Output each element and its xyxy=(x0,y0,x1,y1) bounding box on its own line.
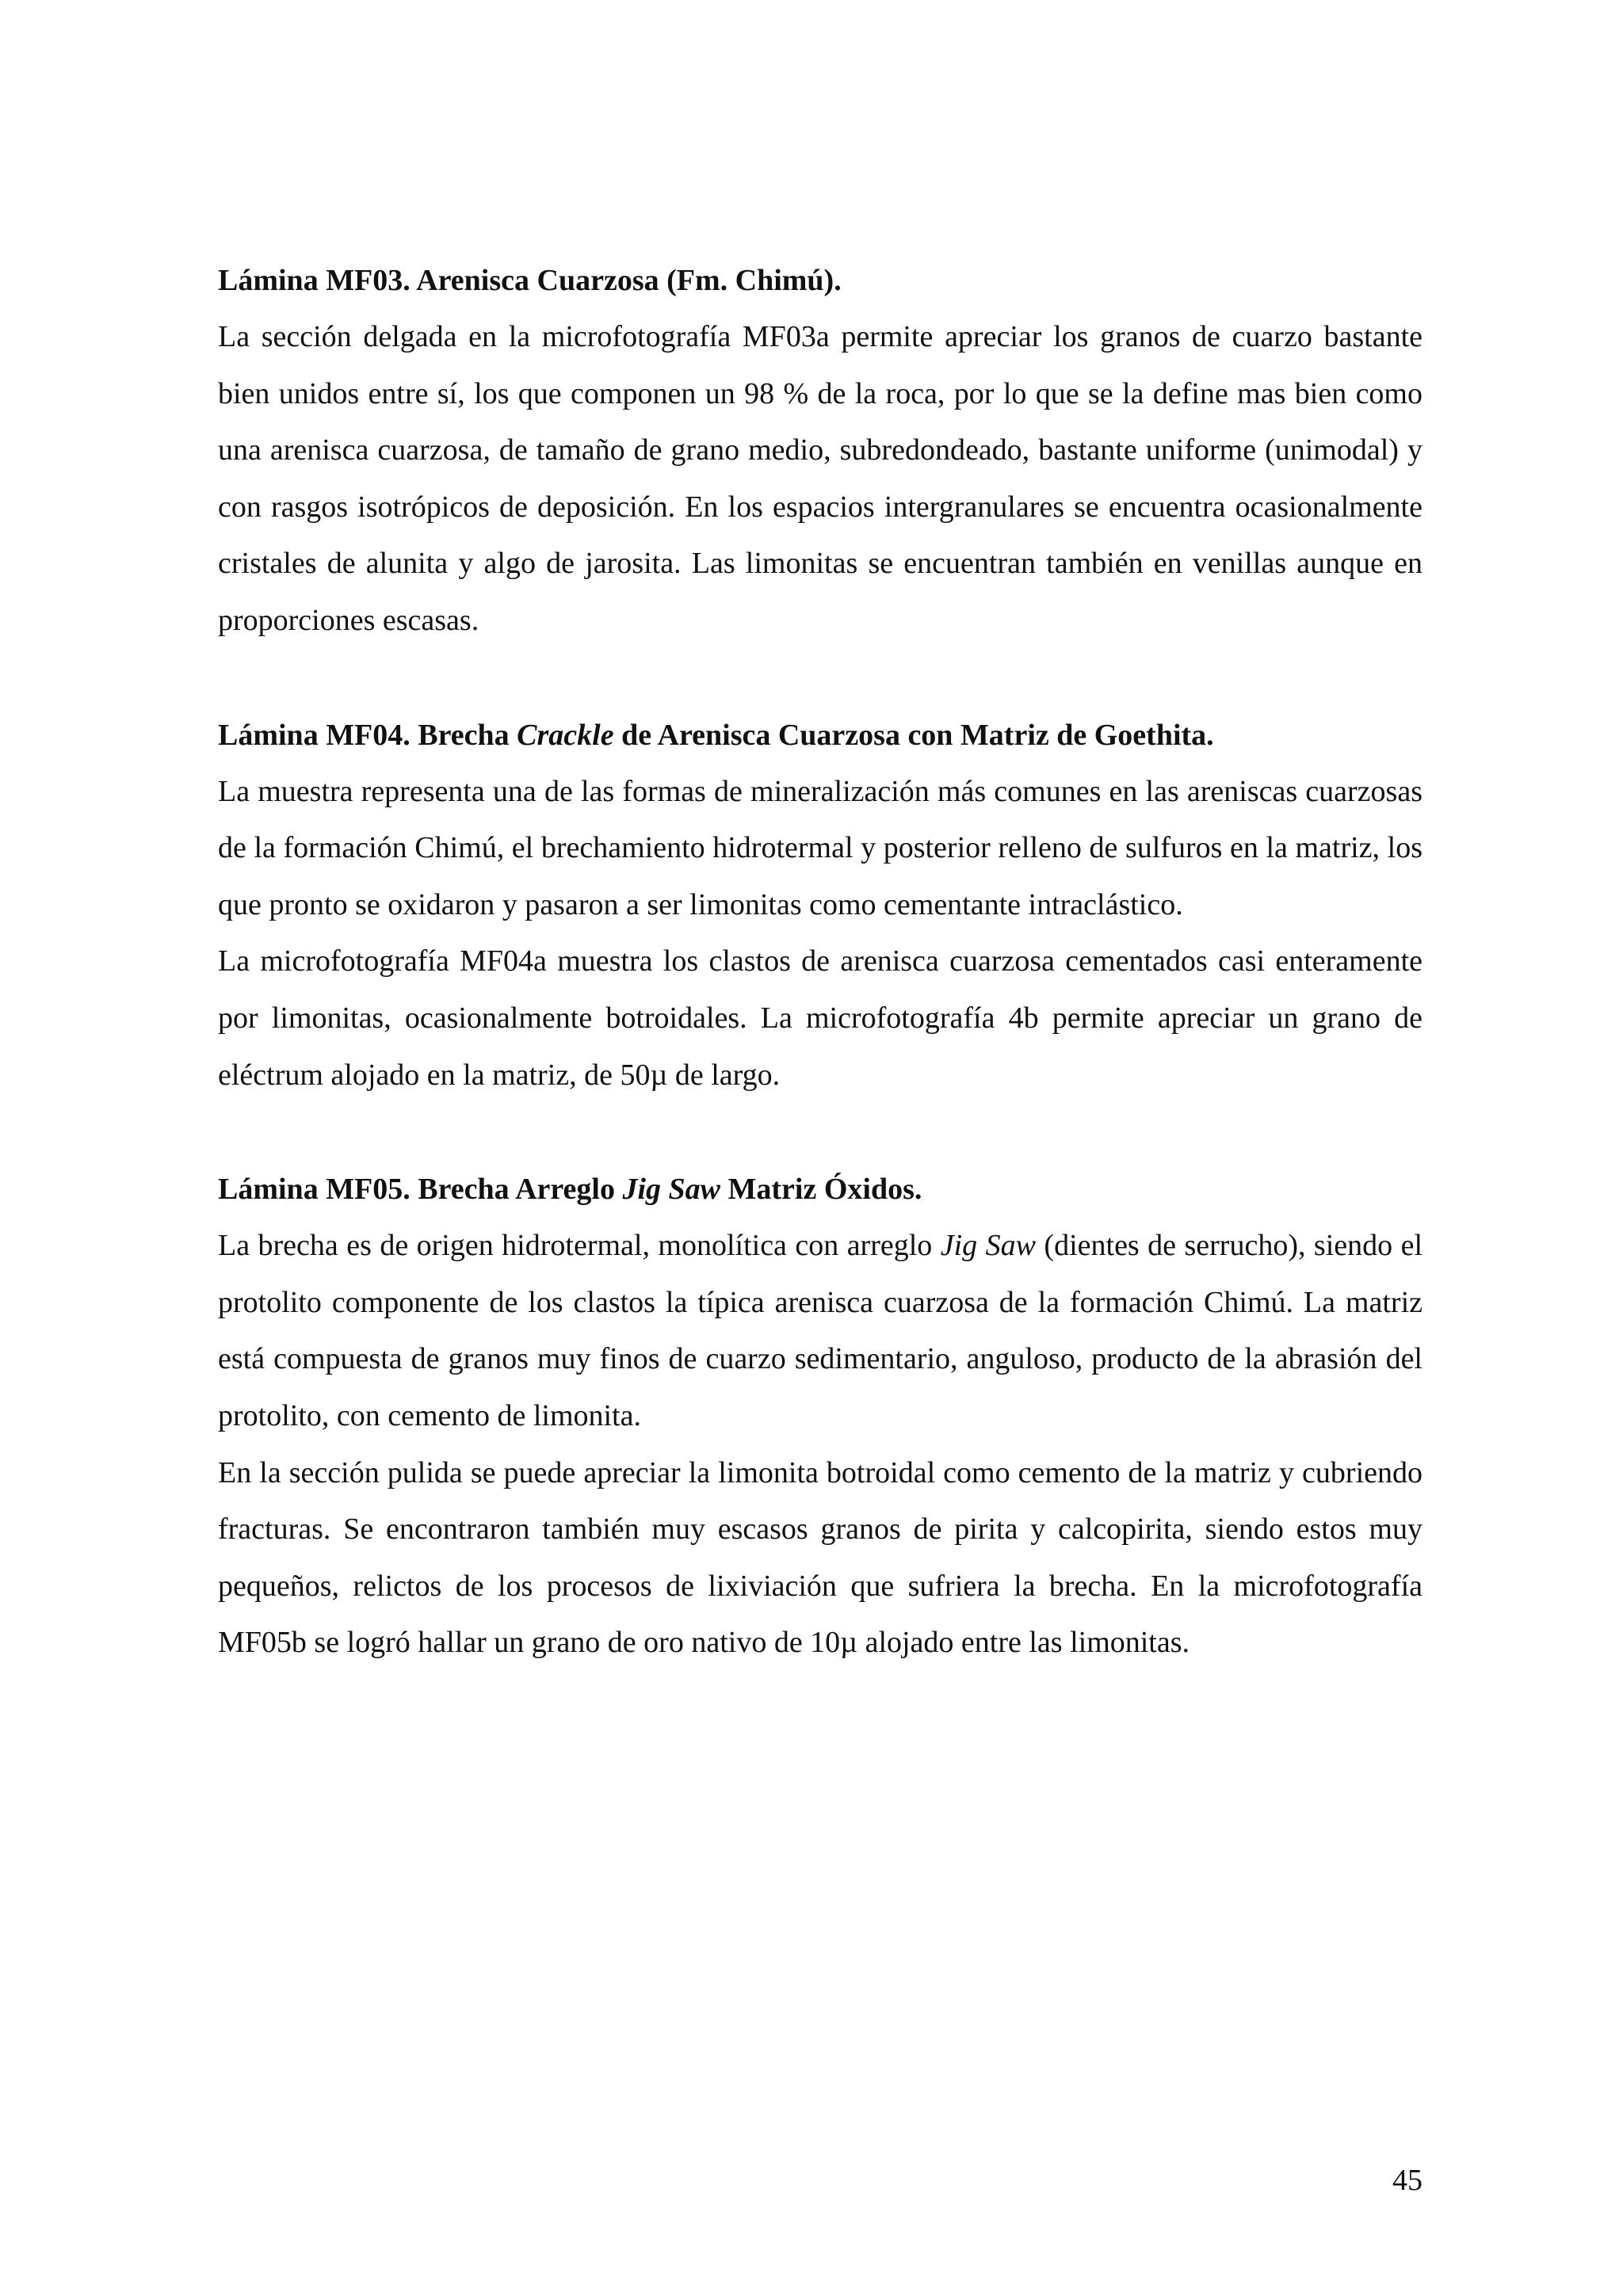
paragraph-italic-term: Jig Saw xyxy=(940,1229,1036,1263)
page-number: 45 xyxy=(1392,2164,1423,2197)
section-heading-mf04 xyxy=(218,707,1423,764)
heading-text: Lámina MF04. Brecha xyxy=(218,718,517,752)
paragraph-mf05-2: En la sección pulida se puede apreciar la limonita botroidal como cemento de la matriz y cubriendo fracturas. Se encontraron también muy escasos granos de pirita y calcopirita, siendo estos muy pequeños, relictos de los procesos de lixiviación que sufriera la brecha. En la microfotografía MF05b se logró hallar un grano de oro nativo de 10µ alojado entre las limonitas. xyxy=(218,1455,1423,1660)
heading-italic-term: Crackle xyxy=(517,718,614,752)
section-heading-mf05 xyxy=(218,1161,1423,1218)
paragraph-mf04-1: La muestra representa una de las formas de mineralización más comunes en las areniscas cuarzosas de la formación Chimú, el brechamiento hidrotermal y posterior relleno de sulfuros en la matriz, los que pronto se oxidaron y pasaron a ser limonitas como cementante intraclástico. xyxy=(218,774,1423,921)
paragraph-mf05-1 xyxy=(218,1218,1423,1444)
heading-italic-term: Jig Saw xyxy=(622,1173,721,1207)
paragraph-mf04-2: La microfotografía MF04a muestra los clastos de arenisca cuarzosa cementados casi enteramente por limonitas, ocasionalmente botroidales. La microfotografía 4b permite apreciar un grano de eléctrum alojado en la matriz, de 50µ de largo. xyxy=(218,944,1423,1092)
heading-text: de Arenisca Cuarzosa con Matriz de Goethita. xyxy=(613,718,1214,752)
paragraph-mf03: La sección delgada en la microfotografía MF03a permite apreciar los granos de cuarzo bastante bien unidos entre sí, los que componen un 98 % de la roca, por lo que se la define mas bien como una arenisca cuarzosa, de tamaño de grano medio, subredondeado, bastante uniforme (unimodal) y con rasgos isotrópicos de deposición. En los espacios intergranulares se encuentra ocasionalmente cristales de alunita y algo de jarosita. Las limonitas se encuentran también en venillas aunque en proporciones escasas. xyxy=(218,320,1423,637)
section-mf05 xyxy=(218,1161,1423,1672)
paragraph-text: (dientes de serrucho), siendo el protolito componente de los clastos la típica arenisca cuarzosa de la formación Chimú. La matriz está compuesta de granos muy finos de cuarzo sedimentario, anguloso, producto de la abrasión del protolito, con cemento de limonita. xyxy=(218,1229,1423,1432)
heading-text: Matriz Óxidos. xyxy=(720,1173,922,1207)
section-mf03 xyxy=(218,252,1423,650)
page-body xyxy=(218,252,1423,1672)
section-heading-mf03: Lámina MF03. Arenisca Cuarzosa (Fm. Chimú). xyxy=(218,264,842,297)
section-mf04 xyxy=(218,707,1423,1104)
paragraph-text: La brecha es de origen hidrotermal, monolítica con arreglo xyxy=(218,1229,941,1263)
heading-text: Lámina MF05. Brecha Arreglo xyxy=(218,1173,623,1207)
